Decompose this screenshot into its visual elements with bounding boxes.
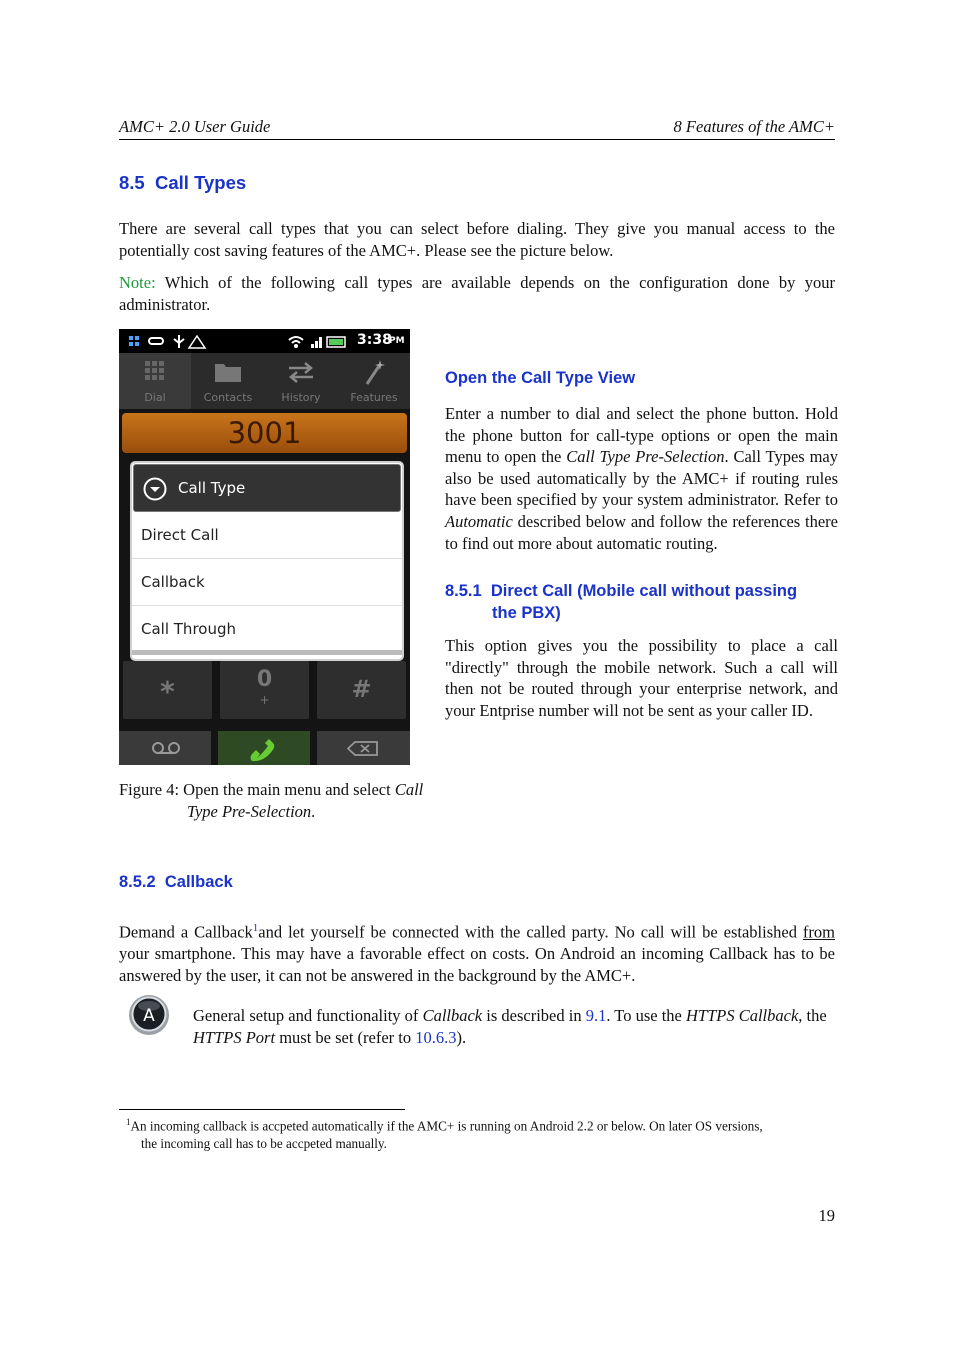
- text: must be set (refer to: [275, 1027, 416, 1047]
- tab-label: History: [281, 391, 321, 404]
- tab-label: Contacts: [203, 391, 253, 404]
- text: , the: [798, 1006, 827, 1025]
- italic-term: HTTPS Port: [193, 1027, 276, 1047]
- text: described below and follow the references there to find out more about automatic routing.: [445, 511, 838, 553]
- wifi-signal-battery-icons: [287, 334, 347, 349]
- dialed-number-field[interactable]: 3001: [122, 413, 407, 453]
- dialer-tabs: [119, 353, 410, 409]
- backspace-button[interactable]: [317, 731, 410, 765]
- status-bar: [119, 329, 410, 353]
- text: General setup and functionality of: [193, 1006, 423, 1025]
- option-direct-call[interactable]: [132, 512, 402, 559]
- voicemail-icon: [151, 741, 181, 755]
- tab-label: Dial: [144, 391, 166, 404]
- direct-call-heading: [445, 580, 797, 624]
- key-star[interactable]: [123, 661, 212, 719]
- phone-screenshot: [119, 329, 410, 765]
- dialog-title: Call Type: [178, 479, 246, 497]
- callback-paragraph: [119, 918, 835, 986]
- text: . To use the: [606, 1006, 686, 1025]
- section-number: 8.5: [119, 172, 145, 193]
- direct-call-paragraph: This option gives you the possibility to place a call "directly" through the mobile network. Such a call will then not be routed through your enterprise network, and your Entprise number will not be sent as your caller ID.: [445, 636, 838, 720]
- option-label: Callback: [141, 573, 205, 591]
- key-label: *: [160, 675, 175, 708]
- text: . Call Types may also be used automatically by the AMC+ if routing rules have been specified by your system administrator. Refer to: [445, 447, 839, 510]
- note-text: Which of the following call types are available depends on the configuration done by your administrator.: [119, 273, 835, 314]
- tab-features[interactable]: [338, 353, 410, 409]
- dialog-scroll-edge: [132, 650, 402, 655]
- section-link[interactable]: 10.6.3: [415, 1027, 457, 1047]
- header-rule: [119, 139, 835, 140]
- tab-dial[interactable]: [119, 353, 191, 409]
- footnote: [126, 1113, 836, 1153]
- footnote-text: An incoming callback is accpeted automatically if the AMC+ is running on Android 2.2 or below. On later OS versions,: [130, 1118, 763, 1134]
- subsection-title: Direct Call (Mobile call without passing: [490, 582, 798, 600]
- intro-paragraph: There are several call types that you can select before dialing. They give you manual access to the potentially cost saving features of the AMC+. Please see the picture below.: [119, 219, 835, 260]
- note-paragraph: [119, 272, 835, 315]
- text: your smartphone. This may have a favorable effect on costs. On Android an incoming Callback has to be answered by the user, it can not be answered in the background by the AMC+.: [119, 944, 835, 985]
- italic-term: Call Type Pre-Selection: [566, 447, 725, 467]
- option-call-through[interactable]: [132, 606, 402, 652]
- option-callback[interactable]: [132, 559, 402, 606]
- note-label: Note:: [119, 273, 156, 292]
- callback-heading: [119, 873, 233, 892]
- caption-suffix: .: [311, 801, 316, 821]
- subsection-number: 8.5.1: [445, 582, 482, 600]
- voicemail-button[interactable]: [119, 731, 211, 765]
- tab-label: Features: [350, 391, 398, 404]
- text: Enter a number to dial and select the phone button. Hold the phone button for call-type options or open the main menu to open the: [445, 404, 838, 467]
- magic-wand-icon: [362, 359, 386, 385]
- open-view-heading: Open the Call Type View: [445, 369, 636, 387]
- italic-term: HTTPS Callback: [685, 1006, 799, 1025]
- caption-italic: Type Pre-Selection: [187, 801, 312, 821]
- admin-icon: [127, 993, 173, 1037]
- dialog-title-bar: [133, 464, 401, 512]
- underlined-word: from: [802, 922, 835, 942]
- text: is described in: [482, 1006, 586, 1025]
- history-arrows-icon: [287, 361, 315, 383]
- section-title: Call Types: [155, 172, 247, 193]
- tab-contacts[interactable]: [192, 353, 264, 409]
- subsection-title-cont: the PBX): [492, 604, 561, 622]
- call-type-dialog: [130, 461, 404, 661]
- section-link[interactable]: 9.1: [585, 1006, 607, 1025]
- phone-handset-icon: [248, 734, 280, 764]
- status-ampm: PM: [389, 336, 405, 346]
- text: Demand a Callback: [119, 922, 253, 942]
- key-sublabel: +: [259, 693, 270, 707]
- key-label: #: [351, 675, 372, 703]
- footnote-mark: 1: [126, 1117, 131, 1127]
- open-view-paragraph: [445, 403, 838, 554]
- tab-history[interactable]: [265, 353, 337, 409]
- italic-term: Automatic: [445, 511, 513, 531]
- option-label: Direct Call: [141, 526, 219, 544]
- italic-term: Callback: [422, 1006, 483, 1025]
- admin-note-paragraph: [193, 1005, 835, 1048]
- admin-icon-letter: A: [143, 1006, 155, 1026]
- contacts-folder-icon: [215, 361, 241, 383]
- footnote-text: the incoming call has to be accpeted manually.: [141, 1136, 387, 1152]
- running-header-right: 8 Features of the AMC+: [673, 117, 835, 136]
- key-zero[interactable]: [220, 661, 309, 719]
- text: ).: [456, 1027, 467, 1047]
- option-label: Call Through: [141, 620, 236, 638]
- key-label: 0: [256, 667, 273, 692]
- notification-icons: [129, 335, 211, 349]
- caption-italic: Call: [394, 780, 424, 799]
- subsection-number: 8.5.2: [119, 873, 156, 891]
- status-time: 3:38: [357, 332, 392, 348]
- dialpad-icon: [145, 361, 165, 383]
- caption-text: Figure 4: Open the main menu and select: [119, 780, 395, 799]
- section-heading: [119, 172, 246, 194]
- running-header-left: AMC+ 2.0 User Guide: [119, 117, 271, 136]
- key-hash[interactable]: [317, 661, 406, 719]
- call-button[interactable]: [218, 731, 310, 765]
- footnote-ref[interactable]: 1: [252, 922, 259, 934]
- subsection-title: Callback: [164, 873, 233, 891]
- backspace-icon: [347, 741, 379, 756]
- chevron-down-circle-icon: [143, 477, 167, 501]
- footnote-rule: [119, 1109, 405, 1110]
- text: and let yourself be connected with the called party. No call will be established: [258, 922, 803, 942]
- figure-caption: [119, 779, 449, 822]
- page-number: 19: [818, 1206, 835, 1225]
